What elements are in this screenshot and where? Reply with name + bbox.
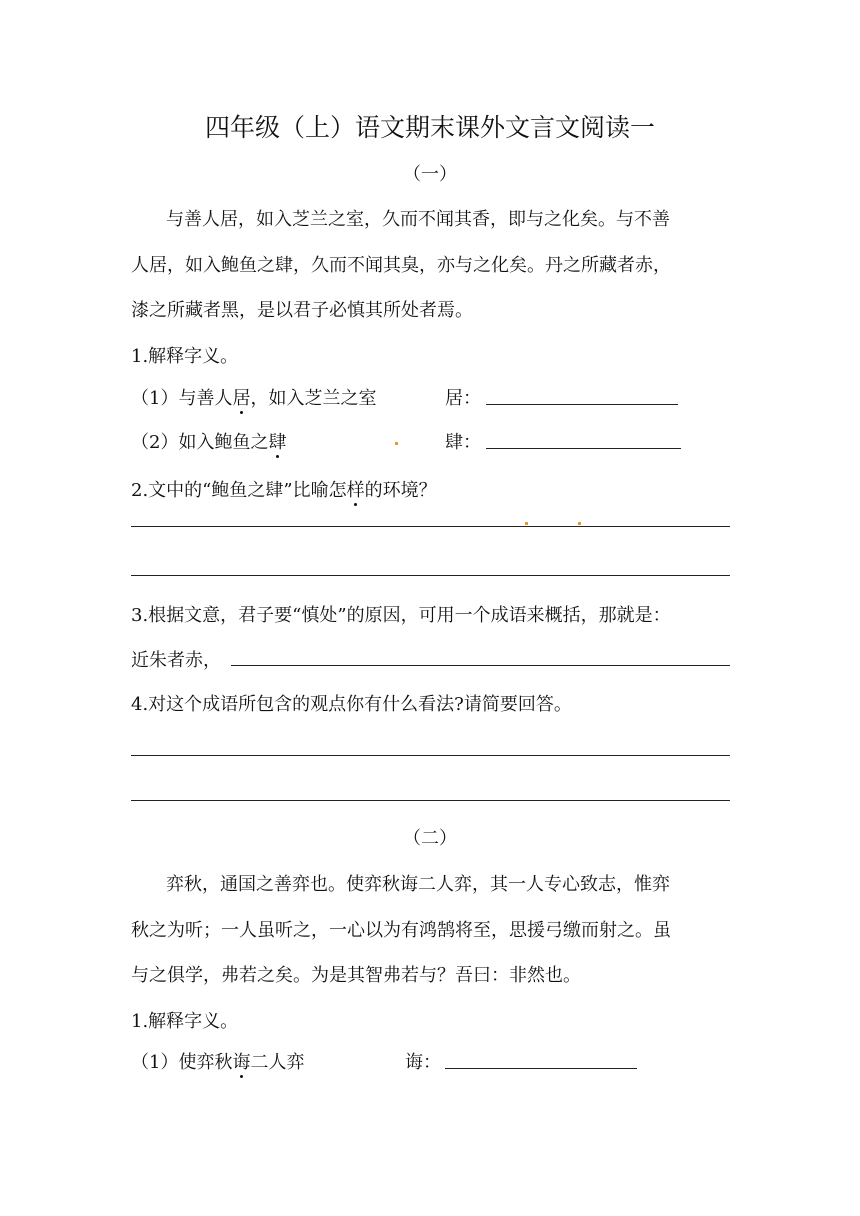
q2-suffix: 的环境？	[364, 480, 437, 501]
page-title: 四年级（上）语文期末课外文言文阅读一	[204, 113, 655, 142]
section-2-question-1-label: 1.解释字义。	[131, 1011, 239, 1032]
item-suffix: ，如入芝兰之室	[250, 388, 377, 409]
answer-blank-1[interactable]	[486, 404, 678, 405]
answer-blank-2[interactable]	[486, 448, 681, 449]
answer-line-q4-2[interactable]	[131, 800, 730, 801]
passage-1-line-3: 漆之所藏者黑，是以君子必慎其所处者焉。	[131, 300, 473, 321]
passage-1-line-2: 人居，如入鲍鱼之肆，久而不闻其臭，亦与之化矣。丹之所藏者赤，	[131, 255, 671, 276]
question-4: 4.对这个成语所包含的观点你有什么看法?请简要回答。	[131, 694, 572, 715]
section-2-answer-blank-1[interactable]	[445, 1068, 637, 1069]
section-2-heading: （二）	[403, 828, 457, 849]
passage-2-line-3: 与之俱学，弗若之矣。为是其智弗若与？吾曰：非然也。	[131, 965, 581, 986]
item-prefix: （1）与善人	[131, 388, 233, 409]
q2-prefix: 2.文中的“鲍鱼之肆”比喻怎	[131, 480, 347, 501]
answer-line-q2-1[interactable]	[131, 526, 730, 527]
answer-line-q4-1[interactable]	[131, 755, 730, 756]
scan-speck	[395, 442, 398, 445]
answer-key-2: 肆：	[445, 432, 481, 453]
answer-key-1: 居：	[445, 388, 481, 409]
question-2	[131, 476, 437, 502]
emphasis-char: 诲	[232, 1052, 251, 1073]
answer-line-q2-2[interactable]	[131, 575, 730, 576]
section-1-heading: （一）	[403, 164, 457, 185]
item-prefix: （2）如入鲍鱼之	[131, 432, 269, 453]
question-1-item-2	[131, 428, 286, 454]
question-3-line-2: 近朱者赤，	[131, 650, 221, 671]
question-3-line-1: 3.根据文意，君子要“慎处”的原因，可用一个成语来概括，那就是：	[131, 605, 671, 626]
passage-1-line-1: 与善人居，如入芝兰之室，久而不闻其香，即与之化矣。与不善	[166, 209, 670, 230]
item-suffix: 二人弈	[250, 1052, 305, 1073]
answer-line-q3[interactable]	[231, 665, 730, 666]
section-2-answer-key-1: 诲：	[405, 1052, 441, 1073]
scan-speck	[525, 522, 528, 525]
passage-2-line-2: 秋之为听；一人虽听之，一心以为有鸿鹄将至，思援弓缴而射之。虽	[131, 920, 671, 941]
question-1-label: 1.解释字义。	[131, 346, 239, 367]
emphasis-char: 样	[346, 480, 365, 501]
passage-2-line-1: 弈秋，通国之善弈也。使弈秋诲二人弈，其一人专心致志，惟弈	[166, 874, 670, 895]
emphasis-char: 居	[232, 388, 251, 409]
question-1-item-1	[131, 384, 376, 410]
emphasis-char: 肆	[268, 432, 287, 453]
section-2-question-1-item-1	[131, 1048, 304, 1074]
item-prefix: （1）使弈秋	[131, 1052, 233, 1073]
scan-speck	[578, 522, 581, 525]
